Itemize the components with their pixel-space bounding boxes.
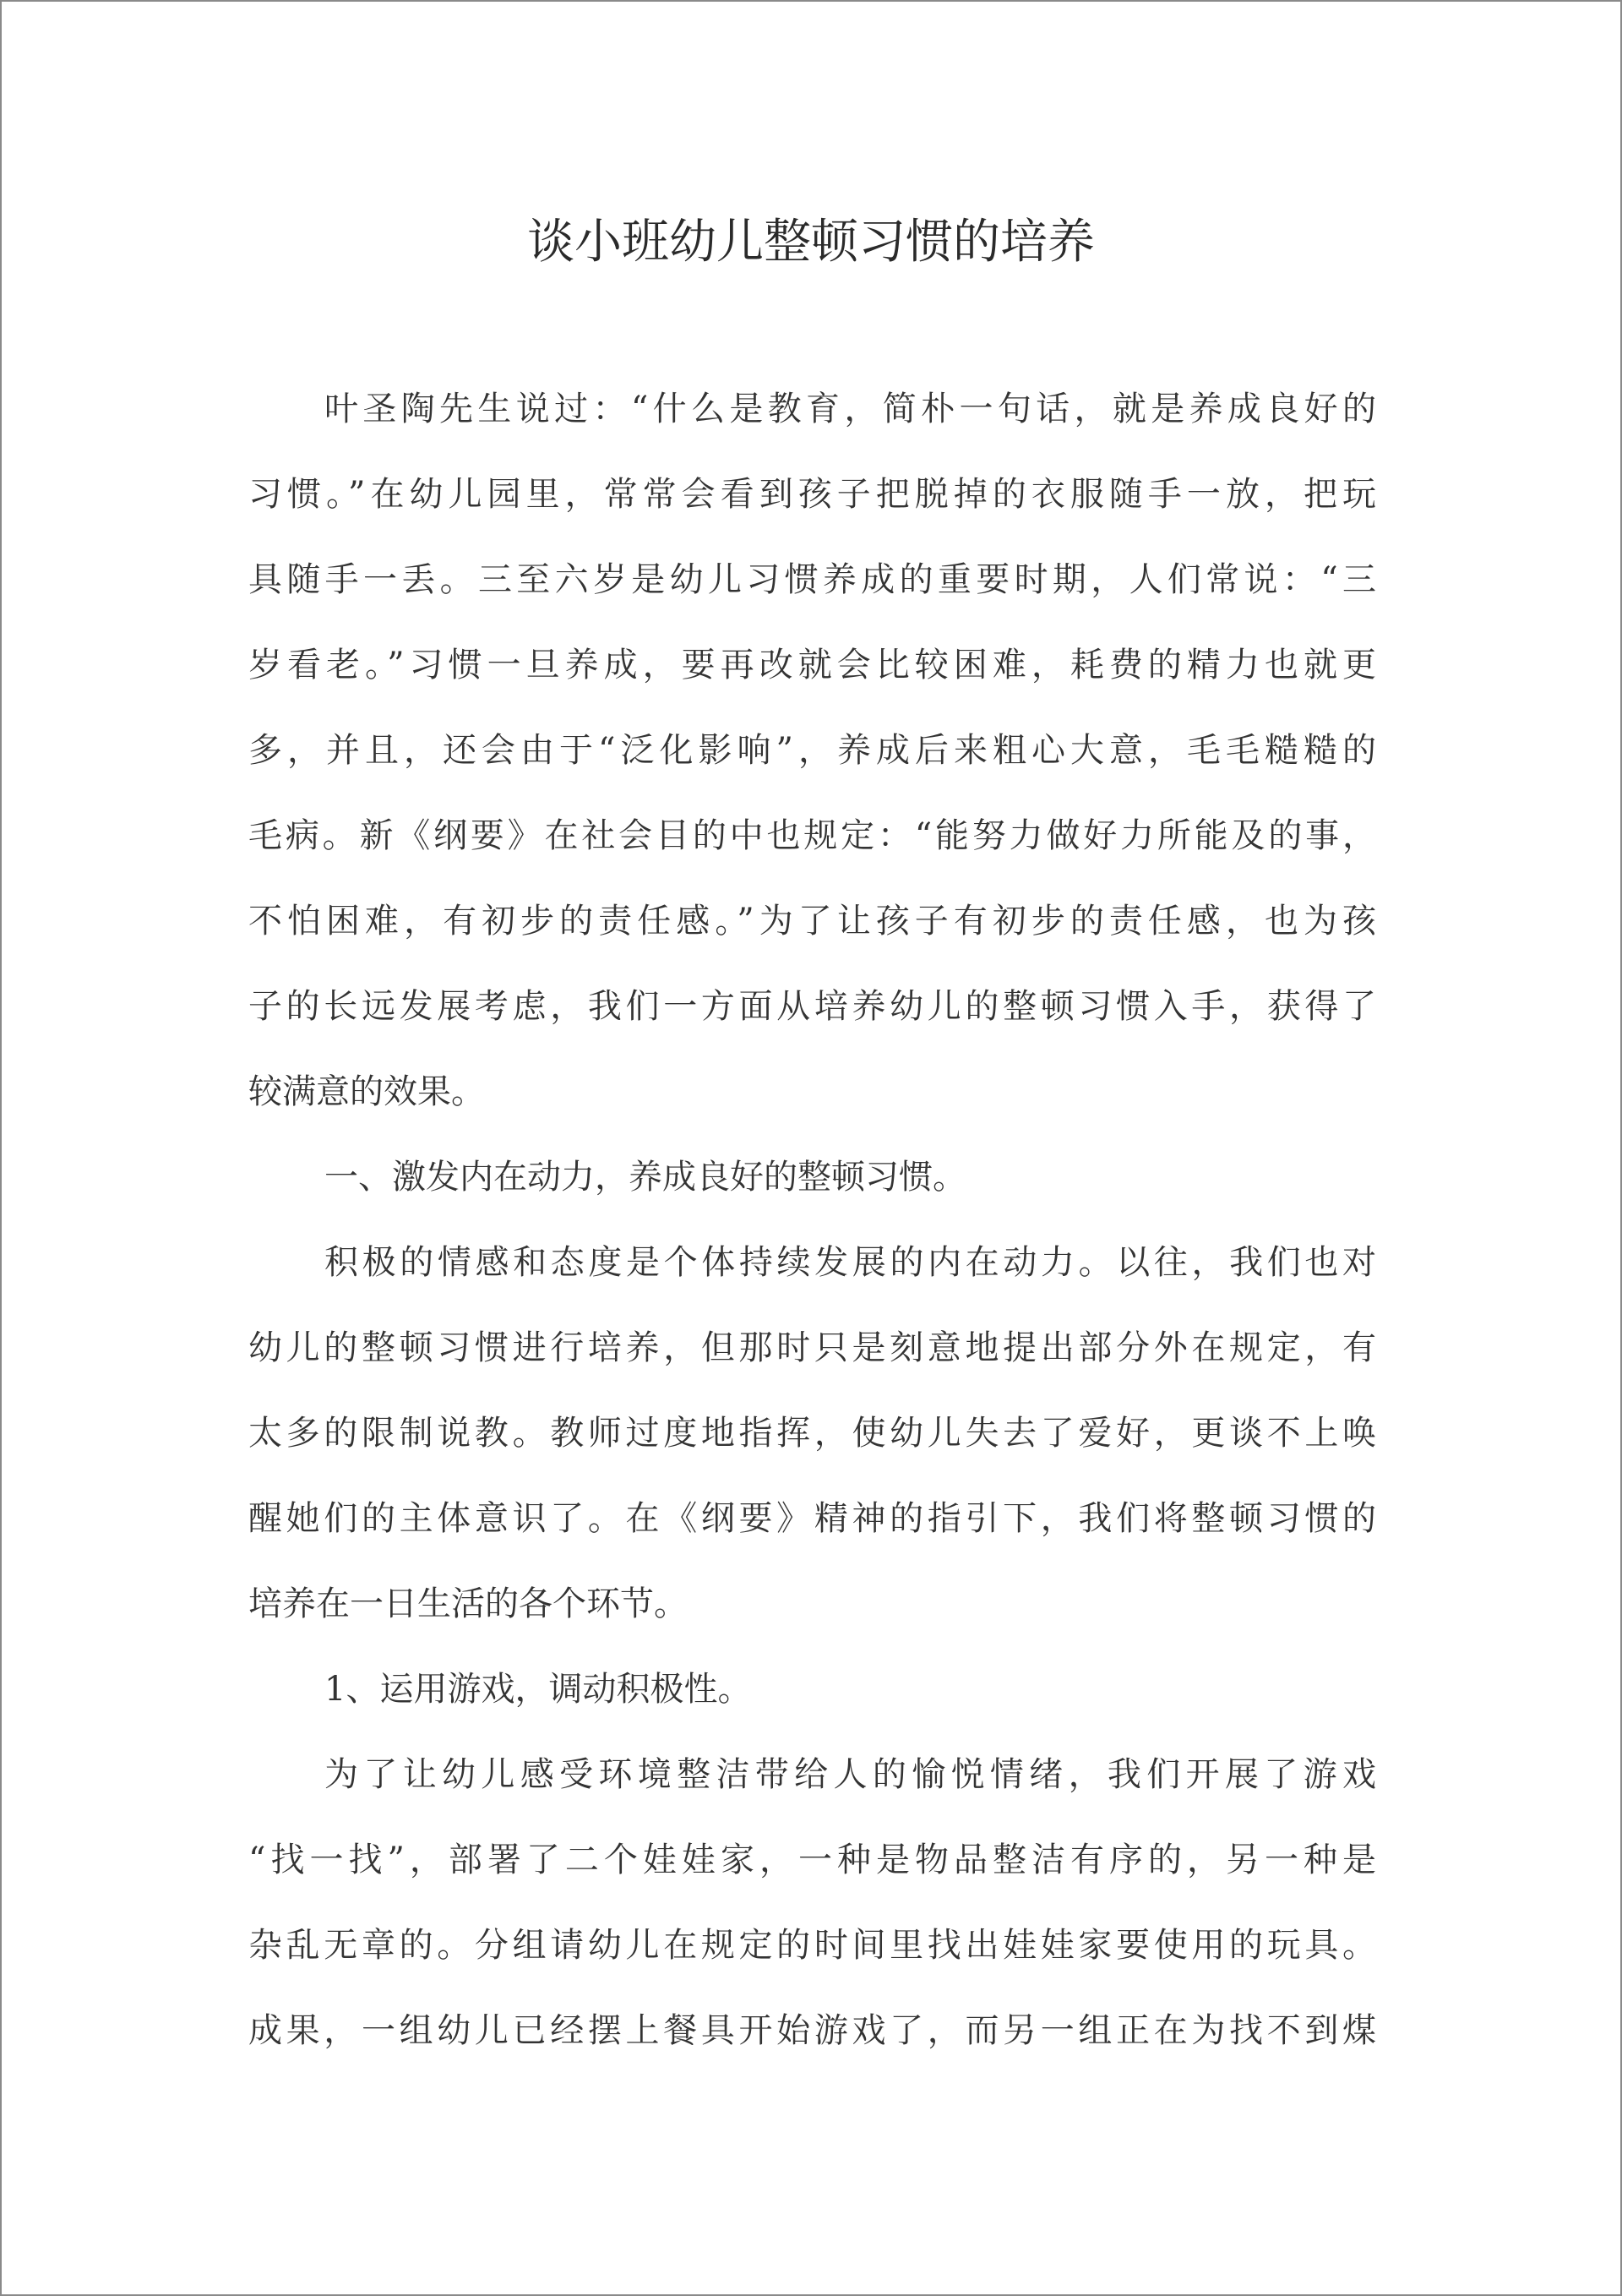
paragraph-line: 杂乱无章的。分组请幼儿在规定的时间里找出娃娃家要使用的玩具。 (248, 1926, 1376, 1965)
paragraph-line: 积极的情感和态度是个体持续发展的内在动力。以往，我们也对 (324, 1243, 1376, 1282)
paragraph-line: 幼儿的整顿习惯进行培养，但那时只是刻意地提出部分外在规定，有 (248, 1328, 1376, 1367)
subsection-heading: 1、运用游戏，调动积极性。 (324, 1670, 752, 1709)
paragraph-line: 子的长远发展考虑，我们一方面从培养幼儿的整顿习惯入手，获得了 (248, 987, 1376, 1026)
paragraph-line: “找一找”，部署了二个娃娃家，一种是物品整洁有序的，另一种是 (248, 1841, 1376, 1879)
paragraph-line: 醒她们的主体意识了。在《纲要》精神的指引下，我们将整顿习惯的 (248, 1499, 1376, 1538)
paragraph-line: 具随手一丢。三至六岁是幼儿习惯养成的重要时期，人们常说：“三 (248, 560, 1376, 599)
section-heading: 一、激发内在动力，养成良好的整顿习惯。 (324, 1158, 966, 1197)
document-title: 谈小班幼儿整顿习惯的培养 (527, 215, 1095, 270)
paragraph-line: 培养在一日生活的各个环节。 (248, 1584, 688, 1623)
paragraph-line: 成果，一组幼儿已经摆上餐具开始游戏了，而另一组正在为找不到煤 (248, 2011, 1376, 2050)
paragraph-line: 叶圣陶先生说过：“什么是教育，简朴一句话，就是养成良好的 (324, 390, 1376, 428)
paragraph-line: 毛病。新《纲要》在社会目的中也规定：“能努力做好力所能及的事， (248, 816, 1376, 855)
paragraph-line: 太多的限制说教。教师过度地指挥，使幼儿失去了爱好，更谈不上唤 (248, 1414, 1376, 1453)
paragraph-line: 多，并且，还会由于“泛化影响”，养成后来粗心大意，毛毛糙糙的 (248, 731, 1376, 770)
paragraph-line: 为了让幼儿感受环境整洁带给人的愉悦情绪，我们开展了游戏 (324, 1755, 1376, 1794)
paragraph-line: 习惯。”在幼儿园里，常常会看到孩子把脱掉的衣服随手一放，把玩 (248, 475, 1376, 514)
paragraph-line: 较满意的效果。 (248, 1072, 485, 1111)
paragraph-line: 不怕困难，有初步的责任感。”为了让孩子有初步的责任感，也为孩 (248, 902, 1376, 941)
paragraph-line: 岁看老。”习惯一旦养成，要再改就会比较困难，耗费的精力也就更 (248, 646, 1376, 684)
